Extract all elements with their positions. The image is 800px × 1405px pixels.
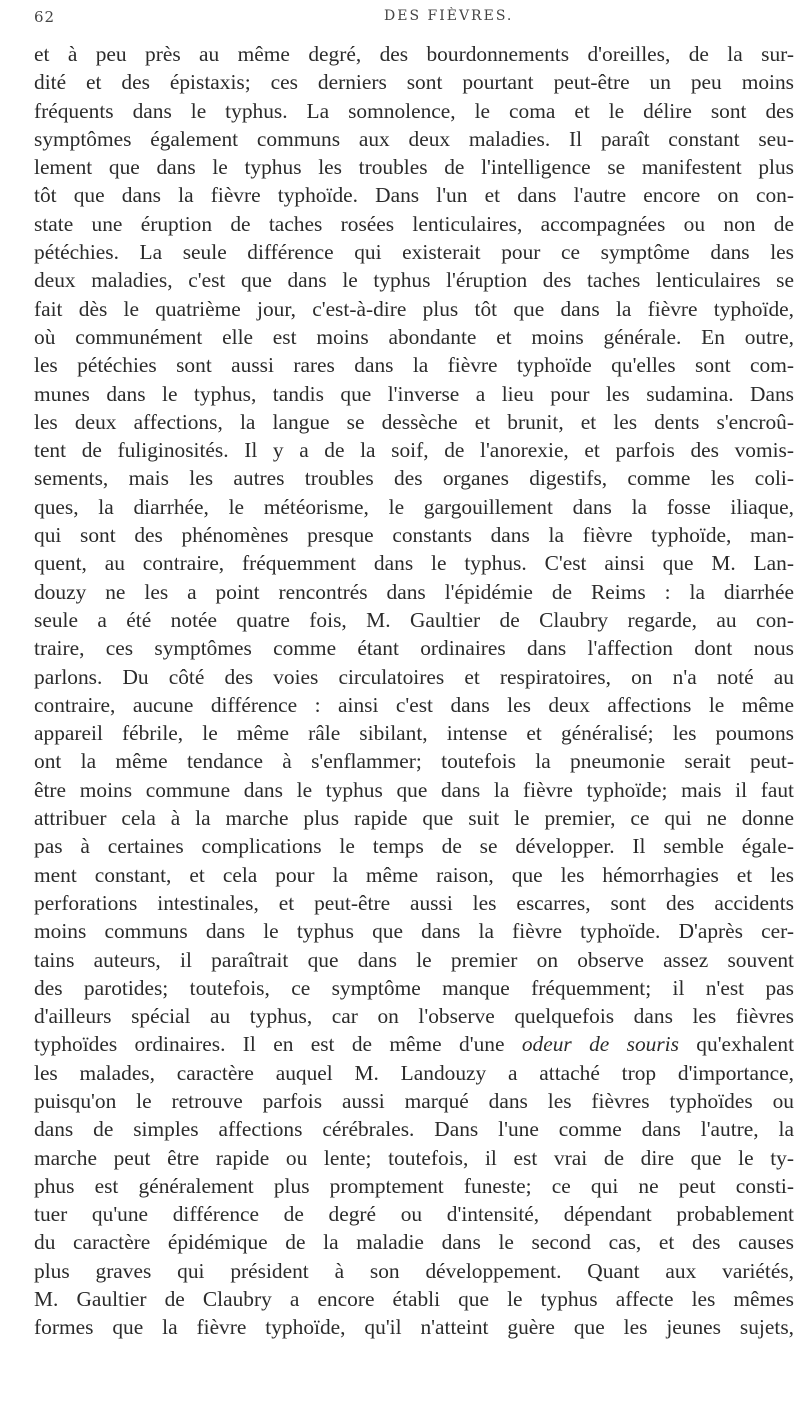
text-line: traire, ces symptômes comme étant ordinaires dans l'affection dont nous xyxy=(34,636,794,661)
text-line: être moins commune dans le typhus que dans la fièvre typhoïde; mais il faut xyxy=(34,777,794,802)
text-line: phus est généralement plus promptement funeste; ce qui ne peut consti- xyxy=(34,1173,794,1198)
text-line: d'ailleurs spécial au typhus, car on l'observe quelquefois dans les fièvres xyxy=(34,1004,794,1029)
text-line: appareil fébrile, le même râle sibilant, intense et généralisé; les poumons xyxy=(34,721,794,746)
text-line: perforations intestinales, et peut-être aussi les escarres, sont des accidents xyxy=(34,890,794,915)
text-line: fréquents dans le typhus. La somnolence, le coma et le délire sont des xyxy=(34,98,794,123)
text-line: formes que la fièvre typhoïde, qu'il n'atteint guère que les jeunes sujets, xyxy=(34,1315,794,1340)
text-line: douzy ne les a point rencontrés dans l'épidémie de Reims : la diarrhée xyxy=(34,579,794,604)
body-text xyxy=(34,40,794,1342)
text-line: les deux affections, la langue se dessèche et brunit, et les dents s'encroû- xyxy=(34,409,794,434)
text-line: seule a été notée quatre fois, M. Gaultier de Claubry regarde, au con- xyxy=(34,607,794,632)
text-line: ont la même tendance à s'enflammer; toutefois la pneumonie serait peut- xyxy=(34,749,794,774)
text-line: typhoïdes ordinaires. Il en est de même d'une odeur de souris qu'exhalent xyxy=(34,1032,794,1057)
text-line: deux maladies, c'est que dans le typhus l'éruption des taches lenticulaires se xyxy=(34,268,794,293)
text-line: contraire, aucune différence : ainsi c'est dans les deux affections le même xyxy=(34,692,794,717)
page-number: 62 xyxy=(34,8,56,26)
text-line: tuer qu'une différence de degré ou d'intensité, dépendant probablement xyxy=(34,1202,794,1227)
text-line: tains auteurs, il paraîtrait que dans le premier on observe assez souvent xyxy=(34,947,794,972)
text-line: du caractère épidémique de la maladie dans le second cas, et des causes xyxy=(34,1230,794,1255)
text-line: des parotides; toutefois, ce symptôme manque fréquemment; il n'est pas xyxy=(34,975,794,1000)
text-line: tent de fuliginosités. Il y a de la soif, de l'anorexie, et parfois des vomis- xyxy=(34,438,794,463)
text-line: quent, au contraire, fréquemment dans le typhus. C'est ainsi que M. Lan- xyxy=(34,551,794,576)
text-line: marche peut être rapide ou lente; toutefois, il est vrai de dire que le ty- xyxy=(34,1145,794,1170)
text-line: les malades, caractère auquel M. Landouzy a attaché trop d'importance, xyxy=(34,1060,794,1085)
text-line: moins communs dans le typhus que dans la fièvre typhoïde. D'après cer- xyxy=(34,919,794,944)
text-line: dans de simples affections cérébrales. Dans l'une comme dans l'autre, la xyxy=(34,1117,794,1142)
text-line: M. Gaultier de Claubry a encore établi que le typhus affecte les mêmes xyxy=(34,1287,794,1312)
text-line: puisqu'on le retrouve parfois aussi marqué dans les fièvres typhoïdes ou xyxy=(34,1088,794,1113)
text-line: les pétéchies sont aussi rares dans la fièvre typhoïde qu'elles sont com- xyxy=(34,353,794,378)
running-title: DES FIÈVRES. xyxy=(384,8,514,24)
text-line: lement que dans le typhus les troubles de l'intelligence se manifestent plus xyxy=(34,155,794,180)
running-head xyxy=(34,8,794,32)
text-line: qui sont des phénomènes presque constants dans la fièvre typhoïde, man- xyxy=(34,523,794,548)
text-line: symptômes également communs aux deux maladies. Il paraît constant seu- xyxy=(34,126,794,151)
italic-phrase: odeur de souris xyxy=(521,1032,679,1057)
text-line: pétéchies. La seule différence qui existerait pour ce symptôme dans les xyxy=(34,240,794,265)
text-line: tôt que dans la fièvre typhoïde. Dans l'un et dans l'autre encore on con- xyxy=(34,183,794,208)
text-line: pas à certaines complications le temps de se développer. Il semble égale- xyxy=(34,834,794,859)
text-line: où communément elle est moins abondante et moins générale. En outre, xyxy=(34,324,794,349)
text-line: attribuer cela à la marche plus rapide que suit le premier, ce qui ne donne xyxy=(34,806,794,831)
text-line: parlons. Du côté des voies circulatoires et respiratoires, on n'a noté au xyxy=(34,664,794,689)
text-line: state une éruption de taches rosées lenticulaires, accompagnées ou non de xyxy=(34,211,794,236)
text-line: plus graves qui président à son développement. Quant aux variétés, xyxy=(34,1258,794,1283)
text-line: dité et des épistaxis; ces derniers sont pourtant peut-être un peu moins xyxy=(34,70,794,95)
text-line: ques, la diarrhée, le météorisme, le gargouillement dans la fosse iliaque, xyxy=(34,494,794,519)
text-line: munes dans le typhus, tandis que l'inverse a lieu pour les sudamina. Dans xyxy=(34,381,794,406)
text-line: ment constant, et cela pour la même raison, que les hémorrhagies et les xyxy=(34,862,794,887)
text-line: fait dès le quatrième jour, c'est-à-dire plus tôt que dans la fièvre typhoïde, xyxy=(34,296,794,321)
text-line: sements, mais les autres troubles des organes digestifs, comme les coli- xyxy=(34,466,794,491)
text-line: et à peu près au même degré, des bourdonnements d'oreilles, de la sur- xyxy=(34,42,794,66)
